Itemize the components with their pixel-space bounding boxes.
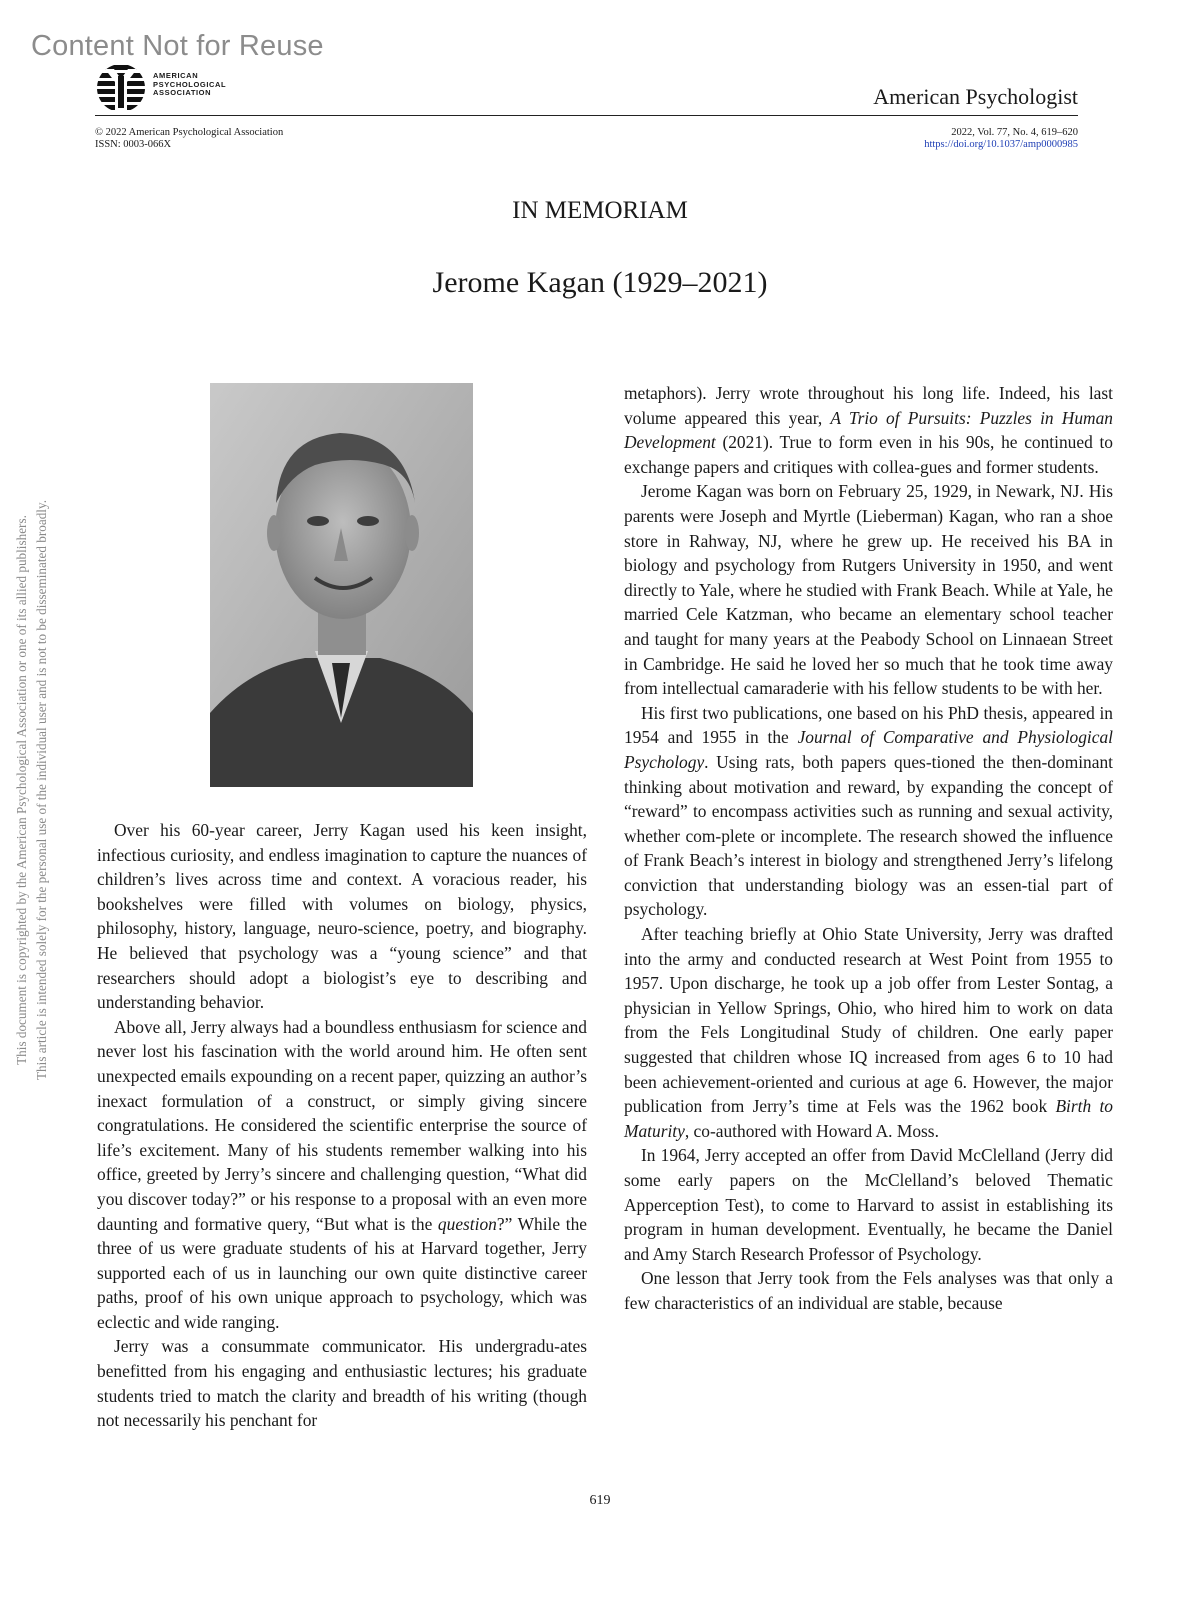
apa-logo: [95, 62, 235, 114]
citation-line: 2022, Vol. 77, No. 4, 619–620: [951, 127, 1078, 138]
side-notice-line-2: This article is intended solely for the personal use of the individual user and is not to be disseminated broadly.: [34, 500, 49, 1080]
citation-block: [924, 127, 1078, 151]
page-number: 619: [589, 1493, 611, 1508]
body-paragraph: [624, 1266, 1113, 1315]
side-notice-line-1: This document is copyrighted by the American Psychological Association or one of its allied publishers.: [14, 515, 29, 1065]
content-not-for-reuse-watermark: Content Not for Reuse: [31, 30, 324, 62]
paragraph-text: (2021). True to form even in his 90s, he continued to exchange papers and critiques with collea-gues and former students.: [624, 432, 1113, 477]
paragraph-text: , co-authored with Howard A. Moss.: [684, 1120, 939, 1141]
body-paragraph: [624, 381, 1113, 479]
paragraph-text: . Using rats, both papers ques-tioned the then-dominant thinking about motivation and reward, by expanding the concept of “reward” to encompass activities such as running and sexual activity, whether com-plete or incomplete. The research showed the influence of Frank Beach’s interest in biology and strengthened Jerry’s lifelong conviction that understanding biology was an essen-tial part of psychology.: [624, 751, 1113, 920]
paragraph-text: Jerome Kagan was born on February 25, 1929, in Newark, NJ. His parents were Joseph and Myrtle (Lieberman) Kagan, who ran a shoe store in Rahway, NJ, where he grew up. He received his BA in biology and psychology from Rutgers University in 1950, and went directly to Yale, where he studied with Frank Beach. While at Yale, he married Cele Katzman, who became an elementary school teacher and taught for many years at the Peabody School on Linnaean Street in Cambridge. He said he loved her so much that he took time away from intellectual camaraderie with his fellow students to be with her.: [624, 481, 1113, 699]
paragraph-text: metaphors). Jerry wrote throughout his long life. Indeed, his last volume appeared this year,: [624, 383, 1113, 428]
paragraph-text: Over his 60-year career, Jerry Kagan used his keen insight, infectious curiosity, and endless imagination to capture the nuances of children’s lives across time and context. A voracious reader, his bookshelves were filled with volumes on biology, physics, philosophy, history, language, neuro-science, poetry, and biography. He believed that psychology was a “young science” and that researchers should adopt a biologist’s eye to describing and understanding behavior.: [97, 820, 587, 1013]
body-paragraph: [97, 1334, 587, 1432]
paragraph-text: One lesson that Jerry took from the Fels analyses was that only a few characteristics of an individual are stable, because: [624, 1268, 1113, 1313]
paragraph-text: Jerry was a consummate communicator. His undergradu-ates benefitted from his engaging and enthusiastic lectures; his graduate students tried to match the clarity and breadth of his writing (though not necessarily his penchant for: [97, 1336, 587, 1431]
copyright-line: © 2022 American Psychological Association: [95, 127, 284, 138]
italic-text: question: [437, 1213, 497, 1234]
copyright-side-notice: [12, 440, 52, 1140]
apa-logo-icon: [95, 62, 147, 114]
paragraph-text: After teaching briefly at Ohio State University, Jerry was drafted into the army and conducted research at West Point from 1955 to 1957. Upon discharge, he took up a job offer from Lester Sontag, a physician in Yellow Springs, Ohio, who hired him to work on data from the Fels Longitudinal Study of children. One early paper suggested that children whose IQ increased from ages 6 to 10 had been achievement-oriented and curious at age 6. However, the major publication from Jerry’s time at Fels was the 1962 book: [624, 924, 1113, 1117]
body-paragraph: [624, 701, 1113, 922]
body-paragraph: [97, 818, 587, 1015]
body-paragraph: [624, 479, 1113, 700]
header-rule: [95, 115, 1078, 116]
body-column-left: [97, 818, 587, 1433]
portrait-photo: [210, 383, 473, 787]
paragraph-text: His first two publications, one based on his PhD thesis, appeared in 1954 and 1955 in the: [624, 702, 1113, 748]
paragraph-text: In 1964, Jerry accepted an offer from David McClelland (Jerry did some early papers on the McClelland’s beloved Thematic Apperception Test), to come to Harvard to assist in establishing its program in human development. Eventually, he became the Daniel and Amy Starch Research Professor of Psychology.: [624, 1145, 1113, 1264]
section-label: IN MEMORIAM: [512, 197, 688, 224]
issn-line: ISSN: 0003-066X: [95, 139, 172, 150]
italic-text: A Trio of Pursuits: Puzzles in Human Development: [624, 407, 1113, 453]
journal-name: American Psychologist: [873, 84, 1078, 109]
body-paragraph: [624, 1143, 1113, 1266]
paragraph-text: Above all, Jerry always had a boundless enthusiasm for science and never lost his fascination with the world around him. He often sent unexpected emails expounding on a recent paper, quizzing an author’s inexact formulation of a construct, or simply giving sincere congratulations. He considered the scientific enterprise the source of life’s excitement. Many of his students remember walking into his office, greeted by Jerry’s sincere and challenging question, “What did you discover today?” or his response to a proposal with an even more daunting and formative query, “But what is the: [97, 1016, 587, 1234]
copyright-block: [95, 127, 283, 151]
body-paragraph: [624, 922, 1113, 1143]
apa-logo-text: AMERICAN PSYCHOLOGICAL ASSOCIATION: [153, 71, 227, 98]
body-paragraph: [97, 1015, 587, 1335]
body-column-right: [624, 381, 1113, 1316]
italic-text: Birth to Maturity: [624, 1096, 1113, 1141]
article-title: Jerome Kagan (1929–2021): [432, 266, 768, 299]
paragraph-text: ?” While the three of us were graduate students of his at Harvard together, Jerry supported each of us in launching our own quite distinctive career paths, proof of his own unique approach to psychology, which was eclectic and wide ranging.: [97, 1213, 587, 1332]
doi-link[interactable]: https://doi.org/10.1037/amp0000985: [924, 139, 1078, 150]
italic-text: Journal of Comparative and Physiological Psychology: [624, 727, 1114, 772]
